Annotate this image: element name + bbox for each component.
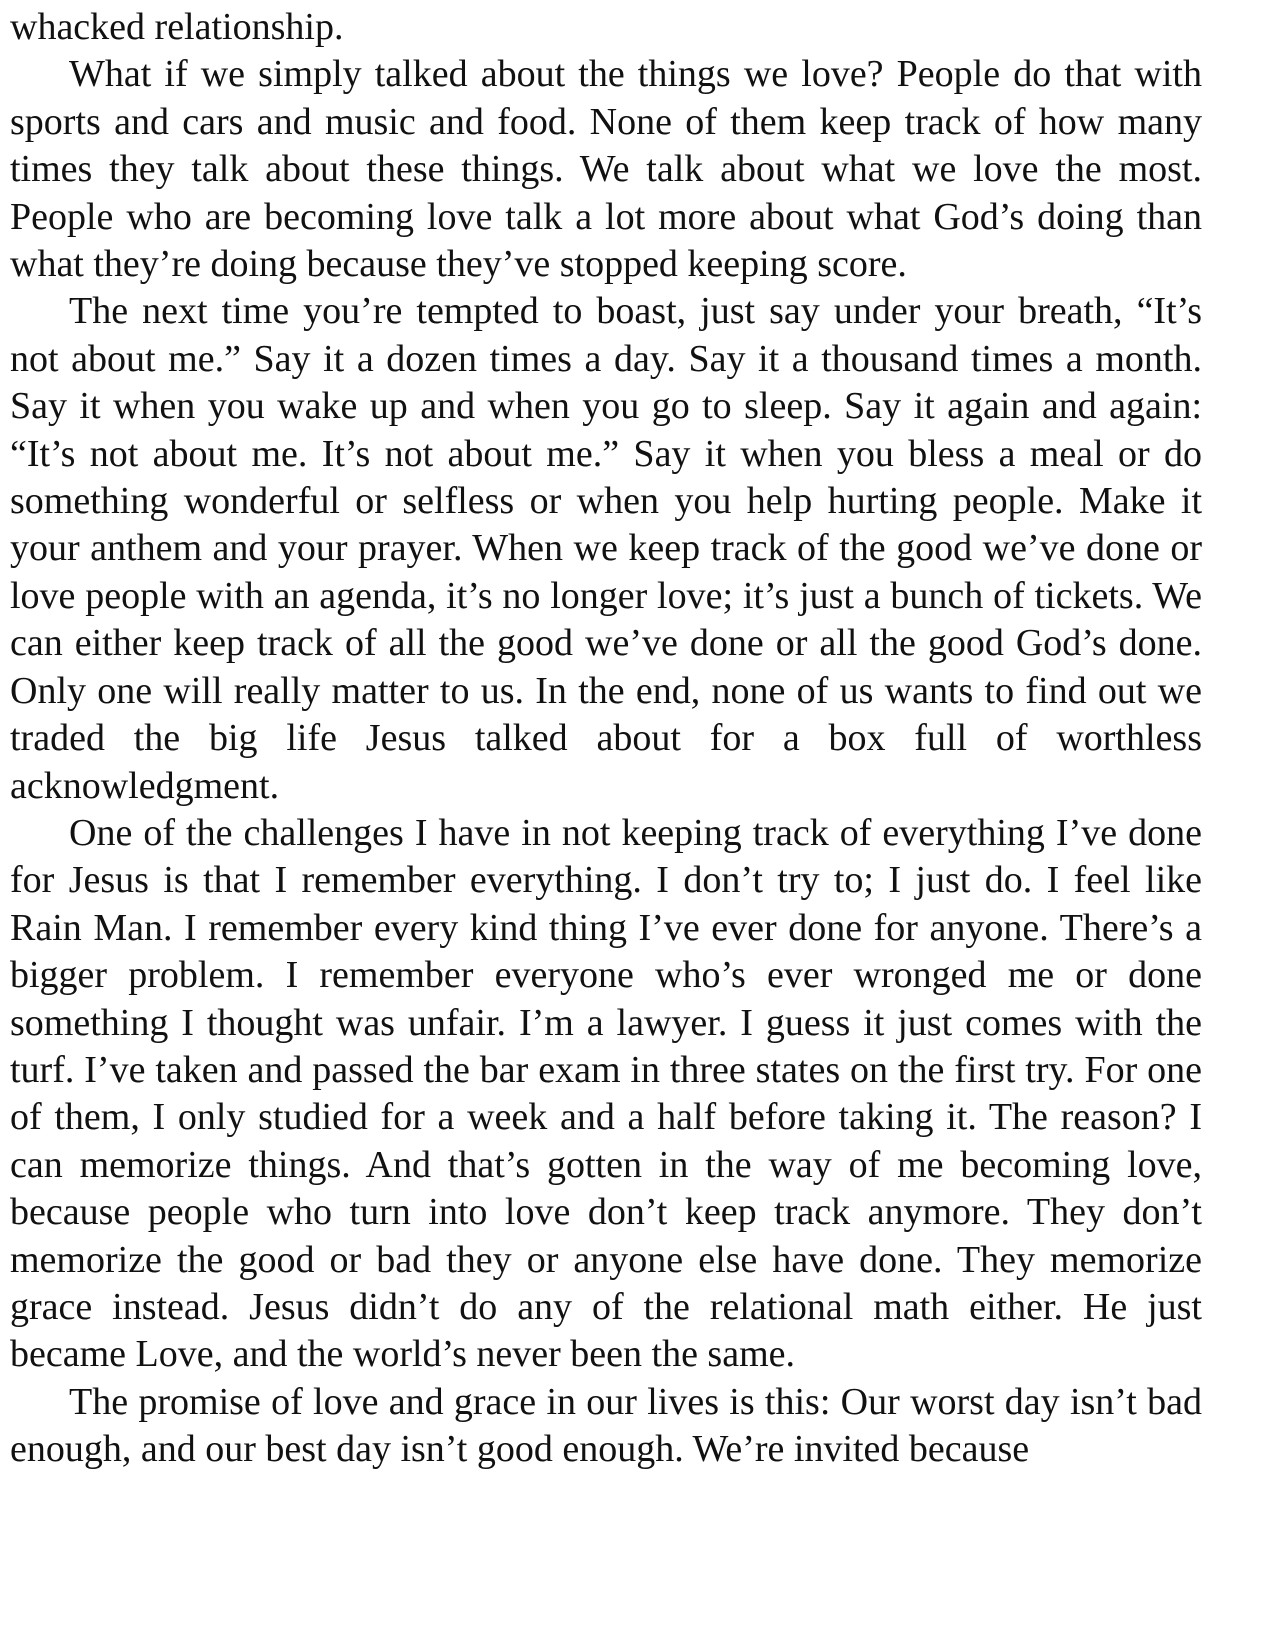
- paragraph: What if we simply talked about the things we love? People do that with sports and cars and music and food. None of them keep track of how many times they talk about these things. We talk about what we love the most. People who are becoming love talk a lot more about what God’s doing than what they’re doing because they’ve stopped keeping score.: [10, 53, 1202, 286]
- paragraph: One of the challenges I have in not keeping track of everything I’ve done for Jesus is that I remember everything. I don’t try to; I just do. I feel like Rain Man. I remember every kind thing I’ve ever done for anyone. There’s a bigger problem. I remember everyone who’s ever wronged me or done something I thought was unfair. I’m a lawyer. I guess it just comes with the turf. I’ve taken and passed the bar exam in three states on the first try. For one of them, I only studied for a week and a half before taking it. The reason? I can memorize things. And that’s gotten in the way of me becoming love, because people who turn into love don’t keep track anymore. They don’t memorize the good or bad they or anyone else have done. They memorize grace instead. Jesus didn’t do any of the relational math either. He just became Love, and the world’s never been the same.: [10, 811, 1202, 1376]
- paragraph-continuation: whacked relationship.: [10, 6, 344, 48]
- paragraph: The next time you’re tempted to boast, just say under your breath, “It’s not about me.” Say it a dozen times a day. Say it a thousand times a month. Say it when you wake up and when you go to sleep. Say it again and again: “It’s not about me. It’s not about me.” Say it when you bless a meal or do something wonderful or selfless or when you help hurting people. Make it your anthem and your prayer. When we keep track of the good we’ve done or love people with an agenda, it’s no longer love; it’s just a bunch of tickets. We can either keep track of all the good we’ve done or all the good God’s done. Only one will really matter to us. In the end, none of us wants to find out we traded the big life Jesus talked about for a box full of worthless acknowledgment.: [10, 290, 1202, 807]
- book-page: [10, 4, 1202, 1474]
- paragraph: The promise of love and grace in our lives is this: Our worst day isn’t bad enough, and our best day isn’t good enough. We’re invited because: [10, 1380, 1202, 1471]
